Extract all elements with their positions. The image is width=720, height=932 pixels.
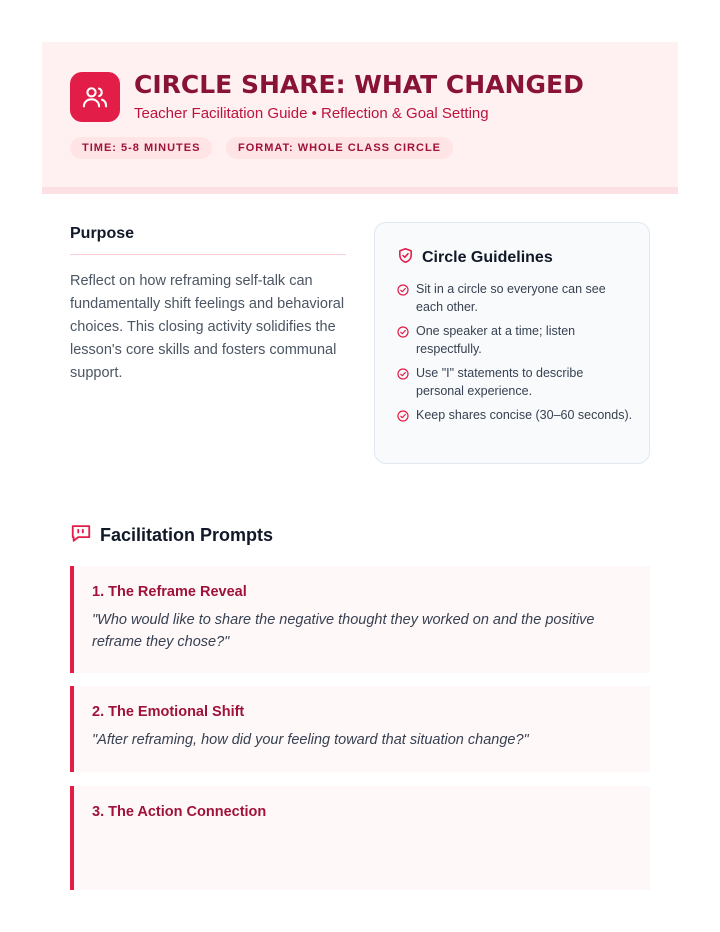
message-quote-icon (70, 522, 92, 549)
list-item (397, 281, 633, 316)
check-circle-icon (397, 284, 409, 302)
page-title: CIRCLE SHARE: WHAT CHANGED (134, 70, 584, 99)
circle-guidelines-card (374, 222, 650, 464)
purpose-text: Reflect on how reframing self-talk can fundamentally shift feelings and behavioral choices. This closing activity solidifies the lesson's core skills and fosters communal support. (70, 273, 345, 381)
prompt-title: 1. The Reframe Reveal (92, 584, 247, 600)
check-circle-icon (397, 368, 409, 386)
prompts-header (70, 522, 273, 549)
guidelines-title: Circle Guidelines (422, 249, 553, 266)
shield-check-icon (397, 247, 414, 269)
time-tag: TIME: 5-8 MINUTES (70, 137, 212, 159)
guidelines-list (397, 281, 633, 435)
prompt-card (70, 686, 650, 772)
purpose-heading: Purpose (70, 225, 135, 242)
purpose-divider (70, 254, 346, 255)
list-item (397, 407, 633, 428)
prompt-title: 2. The Emotional Shift (92, 704, 245, 720)
list-item (397, 365, 633, 400)
check-circle-icon (397, 326, 409, 344)
guideline-text: Sit in a circle so everyone can see each other. (416, 282, 606, 314)
format-tag: FORMAT: WHOLE CLASS CIRCLE (226, 137, 453, 159)
prompts-title: Facilitation Prompts (100, 525, 274, 545)
guideline-text: One speaker at a time; listen respectfully. (416, 324, 576, 356)
guideline-text: Keep shares concise (30–60 seconds). (416, 408, 633, 422)
prompt-quote: "Who would like to share the negative thought they worked on and the positive reframe they chose?" (92, 612, 595, 650)
guidelines-header (397, 247, 553, 269)
prompt-quote: "After reframing, how did your feeling toward that situation change?" (92, 732, 529, 748)
list-item (397, 323, 633, 358)
page-subtitle: Teacher Facilitation Guide • Reflection & Goal Setting (134, 105, 489, 122)
header-banner (42, 42, 678, 194)
prompt-card (70, 566, 650, 673)
prompt-title: 3. The Action Connection (92, 804, 267, 820)
guideline-text: Use "I" statements to describe personal experience. (416, 366, 584, 398)
prompt-card (70, 786, 650, 890)
check-circle-icon (397, 410, 409, 428)
users-icon (70, 72, 120, 122)
